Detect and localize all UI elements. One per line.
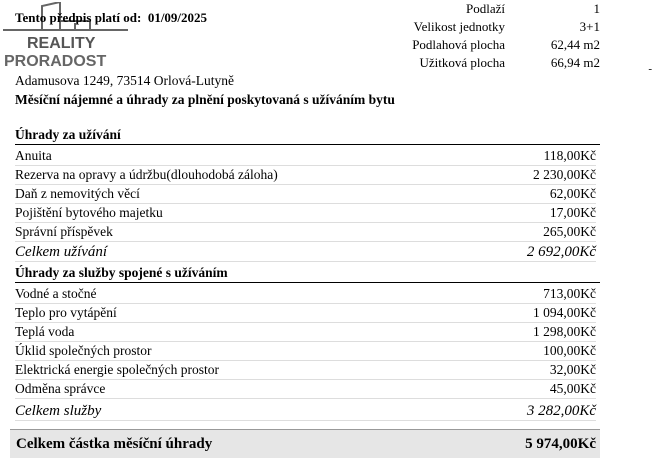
- row-label: Teplá voda: [15, 324, 75, 339]
- svg-text:REALITY: REALITY: [27, 35, 96, 52]
- row-value: 118,00Kč: [543, 148, 596, 163]
- dash-mark: -: [648, 63, 652, 75]
- row-label: Úklid společných prostor: [15, 343, 152, 358]
- info-value: 66,94 m2: [550, 55, 600, 70]
- sum-row: [15, 243, 596, 262]
- total-value: 5 974,00Kč: [525, 436, 596, 452]
- row-label: Odměna správce: [15, 381, 106, 396]
- table-row: [15, 304, 596, 323]
- sum-label: Celkem služby: [15, 403, 102, 419]
- table-row: [15, 323, 596, 342]
- info-row: [370, 0, 600, 17]
- table-row: [15, 147, 596, 166]
- table-row: [15, 361, 596, 380]
- row-value: 17,00Kč: [549, 205, 596, 220]
- sum-value: 2 692,00Kč: [526, 244, 596, 260]
- section-heading: Úhrady za služby spojené s užíváním: [15, 265, 600, 283]
- info-label: Podlaží: [466, 1, 505, 16]
- valid-from: [15, 10, 207, 25]
- document-title: Měsíční nájemné a úhrady za plnění poskytovaná s užíváním bytu: [15, 92, 395, 107]
- info-value: 62,44 m2: [550, 37, 600, 52]
- row-label: Anuita: [15, 148, 52, 163]
- info-value: 3+1: [579, 19, 600, 34]
- row-label: Správní příspěvek: [15, 224, 113, 239]
- row-value: 1 094,00Kč: [533, 305, 596, 320]
- info-value: 1: [593, 1, 600, 16]
- svg-text:PRORADOST: PRORADOST: [4, 53, 107, 70]
- row-label: Vodné a stočné: [15, 286, 97, 301]
- row-label: Rezerva na opravy a údržbu(dlouhodobá záloha): [15, 167, 278, 182]
- table-row: [15, 204, 596, 223]
- total-row: [10, 429, 600, 458]
- info-row: [370, 54, 600, 71]
- table-row: [15, 380, 596, 399]
- address: Adamusova 1249, 73514 Orlová-Lutyně: [15, 73, 234, 88]
- row-value: 62,00Kč: [549, 186, 596, 201]
- table-row: [15, 285, 596, 304]
- info-label: Podlahová plocha: [412, 37, 505, 52]
- row-label: Teplo pro vytápění: [15, 305, 117, 320]
- table-row: [15, 223, 596, 242]
- row-value: 2 230,00Kč: [533, 167, 596, 182]
- section-heading: Úhrady za užívání: [15, 127, 600, 145]
- table-row: [15, 185, 596, 204]
- row-label: Pojištění bytového majetku: [15, 205, 163, 220]
- valid-date: 01/09/2025: [147, 10, 208, 25]
- row-value: 32,00Kč: [549, 362, 596, 377]
- sum-row: [15, 402, 596, 421]
- row-value: 265,00Kč: [543, 224, 596, 239]
- info-row: [370, 36, 600, 53]
- valid-label: Tento předpis platí od:: [15, 10, 142, 25]
- total-label: Celkem částka měsíční úhrady: [16, 436, 213, 452]
- table-row: [15, 342, 596, 361]
- row-value: 100,00Kč: [543, 343, 596, 358]
- info-label: Užitková plocha: [419, 55, 505, 70]
- sum-label: Celkem užívání: [15, 244, 108, 260]
- row-label: Elektrická energie společných prostor: [15, 362, 220, 377]
- row-value: 45,00Kč: [549, 381, 596, 396]
- table-row: [15, 166, 596, 185]
- info-row: [370, 18, 600, 35]
- row-label: Daň z nemovitých věcí: [15, 186, 140, 201]
- row-value: 1 298,00Kč: [533, 324, 596, 339]
- info-label: Velikost jednotky: [413, 19, 505, 34]
- sum-value: 3 282,00Kč: [526, 403, 596, 419]
- row-value: 713,00Kč: [543, 286, 596, 301]
